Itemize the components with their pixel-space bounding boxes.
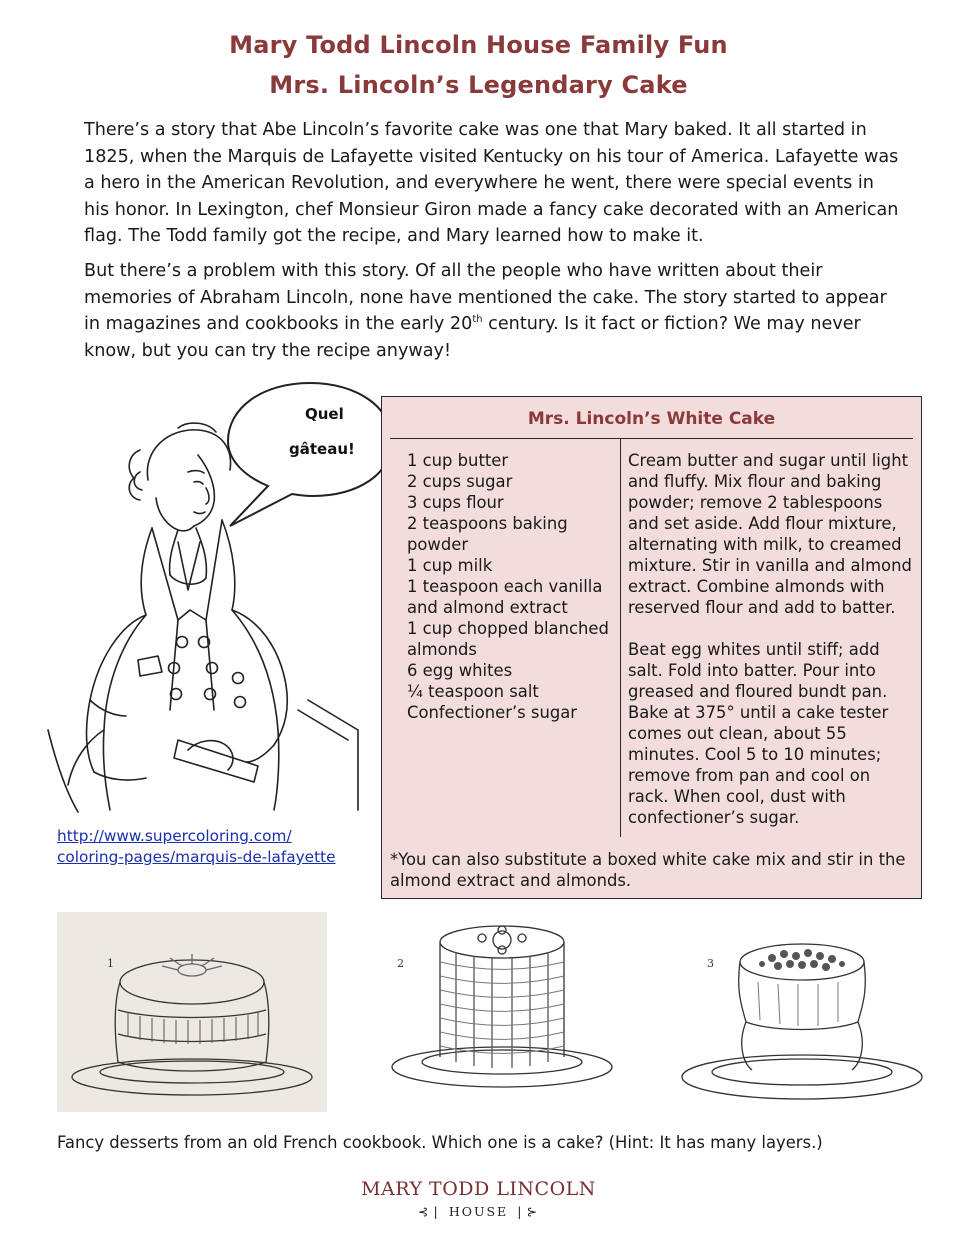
recipe-header-divider (390, 438, 913, 439)
intro-paragraph-2: But there’s a problem with this story. Of all the people who have written about their memories of Abraham Lincoln, none have mentioned the cake. The story started to appear in magazines and cookbooks in the early 20th century. Is it fact or fiction? We may never know, but you can try the recipe anyway! (84, 261, 887, 361)
page-subtitle: Mrs. Lincoln’s Legendary Cake (269, 71, 688, 99)
ingredient-item: 1 teaspoon each vanilla and almond extract (407, 577, 603, 617)
recipe-box (381, 396, 922, 899)
ingredient-item: ¼ teaspoon salt (407, 682, 539, 701)
directions-step-1: Cream butter and sugar until light and fluffy. Mix flour and baking powder; remove 2 tablespoons and set aside. Add flour mixture, alternating with milk, to creamed mixture. Stir in vanilla and almond extract. Combine almonds with reserved flour and add to batter. (628, 451, 912, 617)
speech-bubble-line-2: gâteau! (289, 440, 355, 458)
dessert-1-background (57, 912, 327, 1112)
recipe-title: Mrs. Lincoln’s White Cake (527, 409, 776, 429)
ornament-left-icon: ⊰❘ (417, 1204, 449, 1219)
dessert-1-number: 1 (107, 957, 114, 970)
footer-logo-name: MARY TODD LINCOLN (361, 1178, 596, 1200)
image-source-link[interactable] (57, 826, 336, 868)
ingredients-list (407, 450, 615, 723)
dessert-2 (392, 926, 612, 1087)
ornament-right-icon: ❘⊱ (508, 1204, 540, 1219)
ingredient-item: Confectioner’s sugar (407, 703, 578, 722)
ingredient-item: 1 cup butter (407, 451, 509, 470)
dessert-3 (682, 944, 922, 1099)
ingredient-item: 6 egg whites (407, 661, 513, 680)
desserts-illustration (57, 912, 937, 1117)
directions-step-2: Beat egg whites until stiff; add salt. Fold into batter. Pour into greased and floured bundt pan. Bake at 375° until a cake tester comes out clean, about 55 minutes. Cool 5 to 10 minutes; remove from pan and cool on rack. When cool, dust with confectioner’s sugar. (628, 640, 889, 827)
image-source-link-line-2[interactable]: coloring-pages/marquis-de-lafayette (57, 848, 336, 866)
ingredient-item: 3 cups flour (407, 493, 504, 512)
recipe-note: *You can also substitute a boxed white cake mix and stir in the almond extract and almonds. (390, 850, 906, 890)
speech-bubble-line-1: Quel (305, 405, 344, 423)
page-title: Mary Todd Lincoln House Family Fun (229, 31, 728, 59)
recipe-column-divider (620, 438, 621, 837)
ingredient-item: 1 cup milk (407, 556, 493, 575)
desserts-caption: Fancy desserts from an old French cookbook. Which one is a cake? (Hint: It has many layers.) (57, 1133, 823, 1152)
dessert-2-number: 2 (397, 957, 404, 970)
intro-paragraph-1: There’s a story that Abe Lincoln’s favorite cake was one that Mary baked. It all started in 1825, when the Marquis de Lafayette visited Kentucky on his tour of America. Lafayette was a hero in the American Revolution, and everywhere he went, there were special events in his honor. In Lexington, chef Monsieur Giron made a fancy cake decorated with an American flag. The Todd family got the recipe, and Mary learned how to make it. (84, 120, 899, 247)
footer-house-label: HOUSE (448, 1204, 509, 1219)
ingredient-item: 2 cups sugar (407, 472, 513, 491)
ingredient-item: 2 teaspoons baking powder (407, 514, 568, 554)
footer-logo-house (0, 1204, 957, 1219)
ingredient-item: 1 cup chopped blanched almonds (407, 619, 609, 659)
image-source-link-line-1[interactable]: http://www.supercoloring.com/ (57, 827, 292, 845)
dessert-3-number: 3 (707, 957, 714, 970)
directions (628, 450, 914, 849)
speech-bubble (220, 378, 400, 548)
